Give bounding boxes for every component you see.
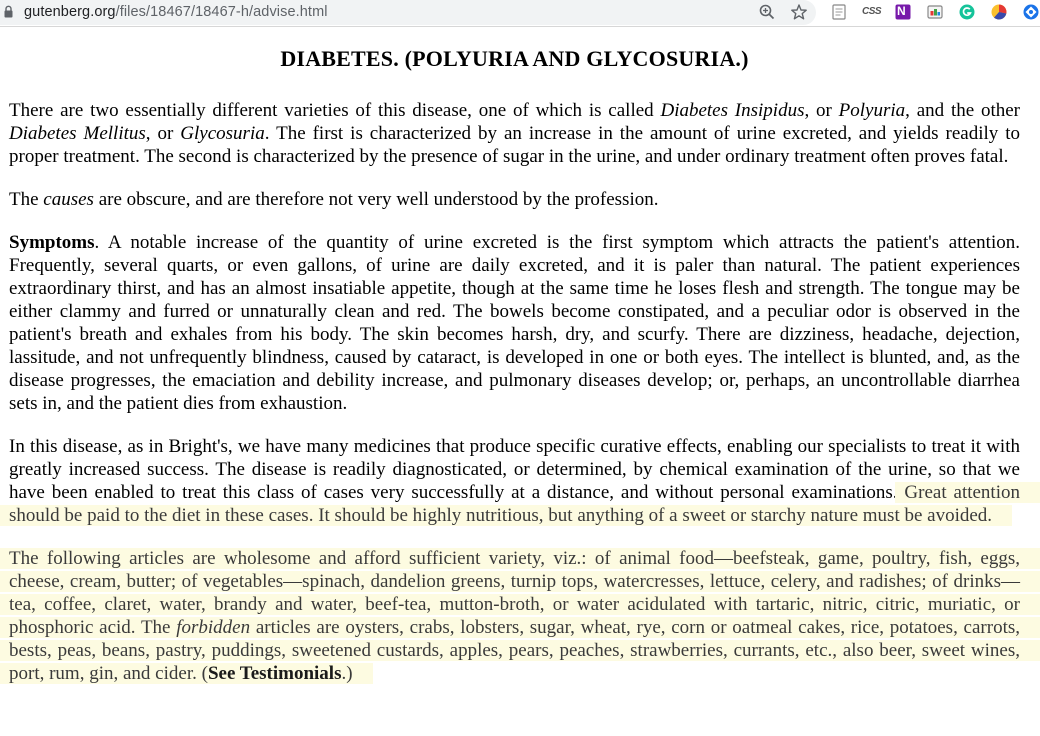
lock-icon[interactable] xyxy=(4,5,13,18)
paragraph-symptoms xyxy=(9,231,1020,415)
translate-icon[interactable] xyxy=(1022,3,1040,21)
color-picker-icon[interactable] xyxy=(990,3,1008,21)
text-run: articles are oysters, crabs, lobsters, sugar, wheat, rye, corn or oatmeal cakes, rice, potatoes, carrots, bests, peas, beans, pastry, puddings, sweetened custards, apples, pears, peaches, strawberries, currants, etc., also beer, sweet wines, port, rum, gin, and cider. ( xyxy=(9,617,1020,684)
grammarly-icon[interactable] xyxy=(958,3,976,21)
onenote-icon[interactable] xyxy=(894,3,912,21)
url-path: /files/18467/18467-h/advise.html xyxy=(115,4,328,20)
text-run: . A notable increase of the quantity of urine excreted is the first symptom which attracts the patient's attention. Frequently, several quarts, or even gallons, of urine are daily excreted, and it is paler than natural. The patient experiences extraordinary thirst, and has an almost insatiable appetite, though at the same time he loses flesh and strength. The tongue may be either clammy and furred or unnaturally clean and red. The bowels become constipated, and a peculiar odor is observed in the patient's breath and exhales from his body. The skin becomes harsh, dry, and scurfy. There are dizziness, headache, dejection, lassitude, and not unfrequently blindness, caused by cataract, is developed in one or both eyes. The intellect is blunted, and, as the disease progresses, the emaciation and debility increase, and pulmonary diseases develop; or, perhaps, an uncontrollable diarrhea sets in, and the patient dies from exhaustion. xyxy=(9,232,1020,414)
bookmark-star-icon[interactable] xyxy=(790,3,808,21)
term-glycosuria: Glycosuria xyxy=(180,123,265,144)
text-run: . The first is characterized by an increase in the amount of urine excreted, and yields readily to proper treatment. The second is characterized by the presence of sugar in the urine, and under ordinary treatment often proves fatal. xyxy=(9,123,1021,167)
text-run: .) xyxy=(341,663,353,684)
paragraph-varieties xyxy=(9,99,1020,168)
text-run: In this disease, as in Bright's, we have many medicines that produce specific curative effects, enabling our specialists to treat it with greatly increased success. The disease is readily diagnosticated, or determined, by chemical examination of the urine, so that we have been enabled to treat this class of cases very successfully at a distance, and without personal examinations. xyxy=(9,436,1020,503)
term-diabetes-insipidus: Diabetes Insipidus xyxy=(660,100,805,121)
paragraph-treatment xyxy=(9,435,1020,527)
term-polyuria: Polyuria xyxy=(838,100,906,121)
zoom-icon[interactable] xyxy=(758,3,776,21)
text-run: There are two essentially different varieties of this disease, one of which is called xyxy=(9,100,661,121)
text-run: The xyxy=(9,189,44,210)
address-bar[interactable] xyxy=(0,0,816,25)
paragraph-causes xyxy=(9,188,1020,211)
text-run: are obscure, and are therefore not very well understood by the profession. xyxy=(93,189,659,210)
term-diabetes-mellitus: Diabetes Mellitus xyxy=(9,123,146,144)
see-testimonials-link[interactable]: See Testimonials xyxy=(207,663,342,684)
text-run: The following articles are wholesome and afford sufficient variety, viz.: of animal food—beefsteak, game, poultry, fish, eggs, cheese, cream, butter; of vegetables—spinach, dandelion greens, turnip tops, watercresses, lettuce, celery, and radishes; of drinks—tea, coffee, claret, water, brandy and water, beef-tea, mutton-broth, or water acidulated with tartaric, nitric, citric, muriatic, or phosphoric acid. The xyxy=(9,548,1020,638)
term-causes: causes xyxy=(43,189,94,210)
highlighted-diet-note: Great attention should be paid to the diet in these cases. It should be highly nutritious, but anything of a sweet or starchy nature must be avoided. xyxy=(9,482,1020,526)
text-run: , and the other xyxy=(905,100,1021,121)
url-text[interactable] xyxy=(24,4,328,20)
paragraph-diet xyxy=(9,547,1020,685)
term-forbidden: forbidden xyxy=(176,617,251,638)
url-domain: gutenberg.org xyxy=(24,4,116,20)
onenote-label: N xyxy=(897,4,906,18)
symptoms-heading: Symptoms xyxy=(9,232,95,253)
page-title: DIABETES. (POLYURIA AND GLYCOSURIA.) xyxy=(280,46,749,71)
reader-mode-icon[interactable] xyxy=(830,3,848,21)
css-viewer-icon[interactable]: CSS xyxy=(862,6,882,17)
article-content xyxy=(9,44,1020,705)
highlighted-diet-list xyxy=(9,548,1020,684)
screenshot-icon[interactable] xyxy=(926,3,944,21)
browser-toolbar xyxy=(0,0,1040,27)
text-run: , or xyxy=(804,100,839,121)
text-run: , or xyxy=(145,123,181,144)
